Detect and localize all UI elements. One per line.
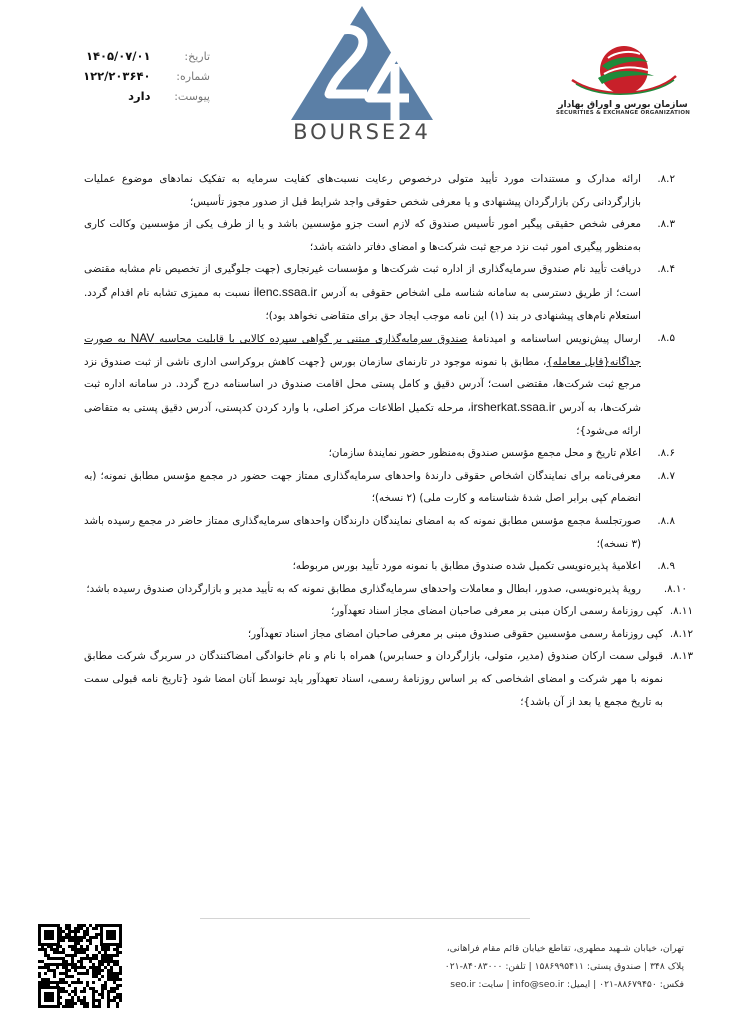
clause-number: ۸.۱۱. <box>669 605 693 618</box>
clause-number: ۸.۱۲. <box>669 627 693 640</box>
clause-text: رویهٔ پذیره‌نویسی، صدور، ابطال و معاملات واحدهای سرمایه‌گذاری مطابق نمونه که به تأیید مدیر و بازارگردان صندوق رسیده باشد؛ <box>86 582 641 595</box>
clause-text: معرفی شخص حقیقی پیگیر امور تأسیس صندوق که لازم است جزو مؤسسین باشد و یا از طرف یکی از مؤسسین وکالت کاری به‌منظور پیگیری امور ثبت نزد مرجع ثبت شرکت‌ها و امضای دفاتر داشته باشد؛ <box>84 218 641 253</box>
sec-name-fa: سازمان بورس و اوراق بهادار <box>558 100 688 110</box>
clause-8-11 <box>84 600 693 623</box>
clause-text: اعلامیهٔ پذیره‌نویسی تکمیل شده صندوق مطابق با نمونه مورد تأیید بورس مربوطه؛ <box>292 560 641 573</box>
clause-number: ۸.۲. <box>657 173 675 185</box>
clause-text: ، مرحله تکمیل اطلاعات مرکز اصلی، با وارد کردن کدپستی، آدرس دقیق پستی به متقاضی ارائه می‌شود}؛ <box>84 401 641 437</box>
clause-8-10 <box>84 578 687 601</box>
irsherkat-link[interactable]: irsherkat.ssaa.ir <box>470 399 556 414</box>
clause-number: ۸.۴. <box>657 263 675 276</box>
clause-number: ۸.۶. <box>657 447 675 460</box>
fund-title-underlined: صندوق سرمایه‌گذاری مبتنی بر گواهی سپرده کالایی با قابلیت محاسبه <box>154 333 468 346</box>
clause-text: ، مطابق با نمونه موجود در تارنمای سازمان بورس {جهت کاهش بروکراسی اداری ناشی از ثبت صندوق نزد مرجع ثبت شرکت‌ها، مقتضی است؛ آدرس دقیق و کامل پستی محل اقامت صندوق در اساسنامه درج گردد. در سامانه اداره ثبت شرکت‌ها، به آدرس <box>84 355 641 414</box>
clause-number: ۸.۵. <box>657 332 675 345</box>
bourse24-emblem-icon <box>287 2 437 124</box>
letter-date: ۱۴۰۵/۰۷/۰۱ <box>85 49 151 63</box>
meta-label: پیوست: <box>174 90 210 103</box>
clause-number: ۸.۹. <box>657 560 675 573</box>
clause-8-4 <box>84 258 675 327</box>
clause-number: ۸.۸. <box>657 514 675 527</box>
clause-text: ارسال پیش‌نویس اساسنامه و امیدنامهٔ <box>467 333 641 346</box>
meta-row-number <box>60 66 210 86</box>
clause-text: ارائه مدارک و مستندات مورد تأیید متولی درخصوص رعایت نسبت‌های کفایت سرمایه به تفکیک نمادهای موضوع عملیات بازارگردانی رکن بازارگردان پیشنهادی و یا معرفی شخص حقوقی واجد شرایط قبل از صدور مجوز تأسیس؛ <box>84 173 641 208</box>
sec-name-en: SECURITIES & EXCHANGE ORGANIZATION <box>555 110 691 116</box>
clause-8-6 <box>84 442 675 465</box>
clause-8-2 <box>84 168 675 213</box>
address-line: تهران، خیابان شـهید مطهری، تقاطع خیابان قائم مقام فراهانی، <box>446 943 684 954</box>
clause-text: نسبت به ممیزی تشابه نام اقدام گردد. استعلام نام‌های پیشنهادی در بند (۱) این نامه موجب ایجاد حق برای متقاضی نخواهد بود)؛ <box>84 286 641 322</box>
bourse24-wordmark: BOURSE24 <box>293 120 431 144</box>
meta-row-date <box>60 46 210 66</box>
clause-8-12 <box>84 623 693 646</box>
clause-text: دریافت تأیید نام صندوق سرمایه‌گذاری از اداره ثبت شرکت‌ها و مؤسسات غیرتجاری (جهت جلوگیری از تخصیص نام مشابه مقتضی است؛ از طریق دسترسی به سامانه شناسه ملی اشخاص حقوقی به آدرس <box>84 263 641 299</box>
sec-emblem-icon <box>568 40 678 98</box>
clause-text: صورتجلسهٔ مجمع مؤسس مطابق نمونه که به امضای نمایندگان دارندگان واحدهای سرمایه‌گذاری ممتاز حاضر در مجمع رسیده باشد (۳ نسخه)؛ <box>84 514 641 550</box>
clause-text: کپی روزنامهٔ رسمی ارکان مبنی بر معرفی صاحبان امضای مجاز اسناد تعهدآور؛ <box>331 605 663 618</box>
clause-8-13 <box>84 645 693 713</box>
letter-attachment: دارد <box>128 89 151 103</box>
ilenc-link[interactable]: ilenc.ssaa.ir <box>253 284 318 299</box>
meta-row-attachment <box>60 86 210 106</box>
clause-number: ۸.۳. <box>657 218 675 231</box>
letter-meta <box>60 46 210 106</box>
clause-8-5 <box>84 327 675 442</box>
clause-number: ۸.۱۳. <box>669 650 693 663</box>
clause-text: کپی روزنامهٔ رسمی مؤسسین حقوقی صندوق مبنی بر معرفی صاحبان امضای مجاز اسناد تعهدآور؛ <box>247 627 663 640</box>
clause-text: قبولی سمت ارکان صندوق (مدیر، متولی، بازارگردان و حسابرس) همراه با نام و نام خانوادگی امضاکنندگان در سربرگ شرکت مطابق نمونه با مهر شرکت و امضای اشخاصی که بر اساس روزنامهٔ رسمی، اسناد تعهدآور باید توسط آنان امضا شود {تاریخ نامه قبولی سمت به تاریخ مجمع یا بعد از آن باشد}؛ <box>84 650 663 708</box>
clause-number: ۸.۷. <box>657 469 675 482</box>
clause-text: معرفی‌نامه برای نمایندگان اشخاص حقوقی دارندهٔ واحدهای سرمایه‌گذاری ممتاز جهت حضور در مجمع مؤسس مطابق نمونه؛ (به انضمام کپی برابر اصل شدهٔ شناسنامه و کارت ملی) (۲ نسخه)؛ <box>84 469 641 505</box>
meta-label: شماره: <box>176 70 210 83</box>
bourse24-logo <box>282 2 442 150</box>
nav-term: NAV <box>130 331 155 346</box>
letter-body <box>84 168 693 713</box>
clause-8-9 <box>84 555 675 578</box>
footer-address <box>330 940 684 994</box>
letter-number: ۱۲۲/۲۰۳۶۴۰ <box>83 69 151 83</box>
clause-text: اعلام تاریخ و محل مجمع مؤسس صندوق به‌منظور حضور نمایندهٔ سازمان؛ <box>328 447 641 460</box>
clause-8-8 <box>84 510 675 555</box>
footer-divider <box>200 918 530 919</box>
contact-line: پلاک ۳۴۸ | صندوق پستی: ۱۵۸۶۹۹۵۴۱۱ | تلفن: ۸۴۰۸۳۰۰۰-۰۲۱ <box>444 961 684 972</box>
meta-label: تاریخ: <box>184 50 210 63</box>
sec-logo <box>548 40 698 132</box>
tradable-note-underlined: به صورت جداگانه{قابل معامله} <box>84 333 641 368</box>
clause-number: ۸.۱۰. <box>663 582 687 595</box>
fax-email-line: فکس: ۸۸۶۷۹۴۵۰-۰۲۱ | ایمیل: info@seo.ir | سایت: seo.ir <box>450 979 684 990</box>
clause-8-7 <box>84 465 675 510</box>
qr-code-icon <box>36 922 124 1010</box>
clause-8-3 <box>84 213 675 258</box>
